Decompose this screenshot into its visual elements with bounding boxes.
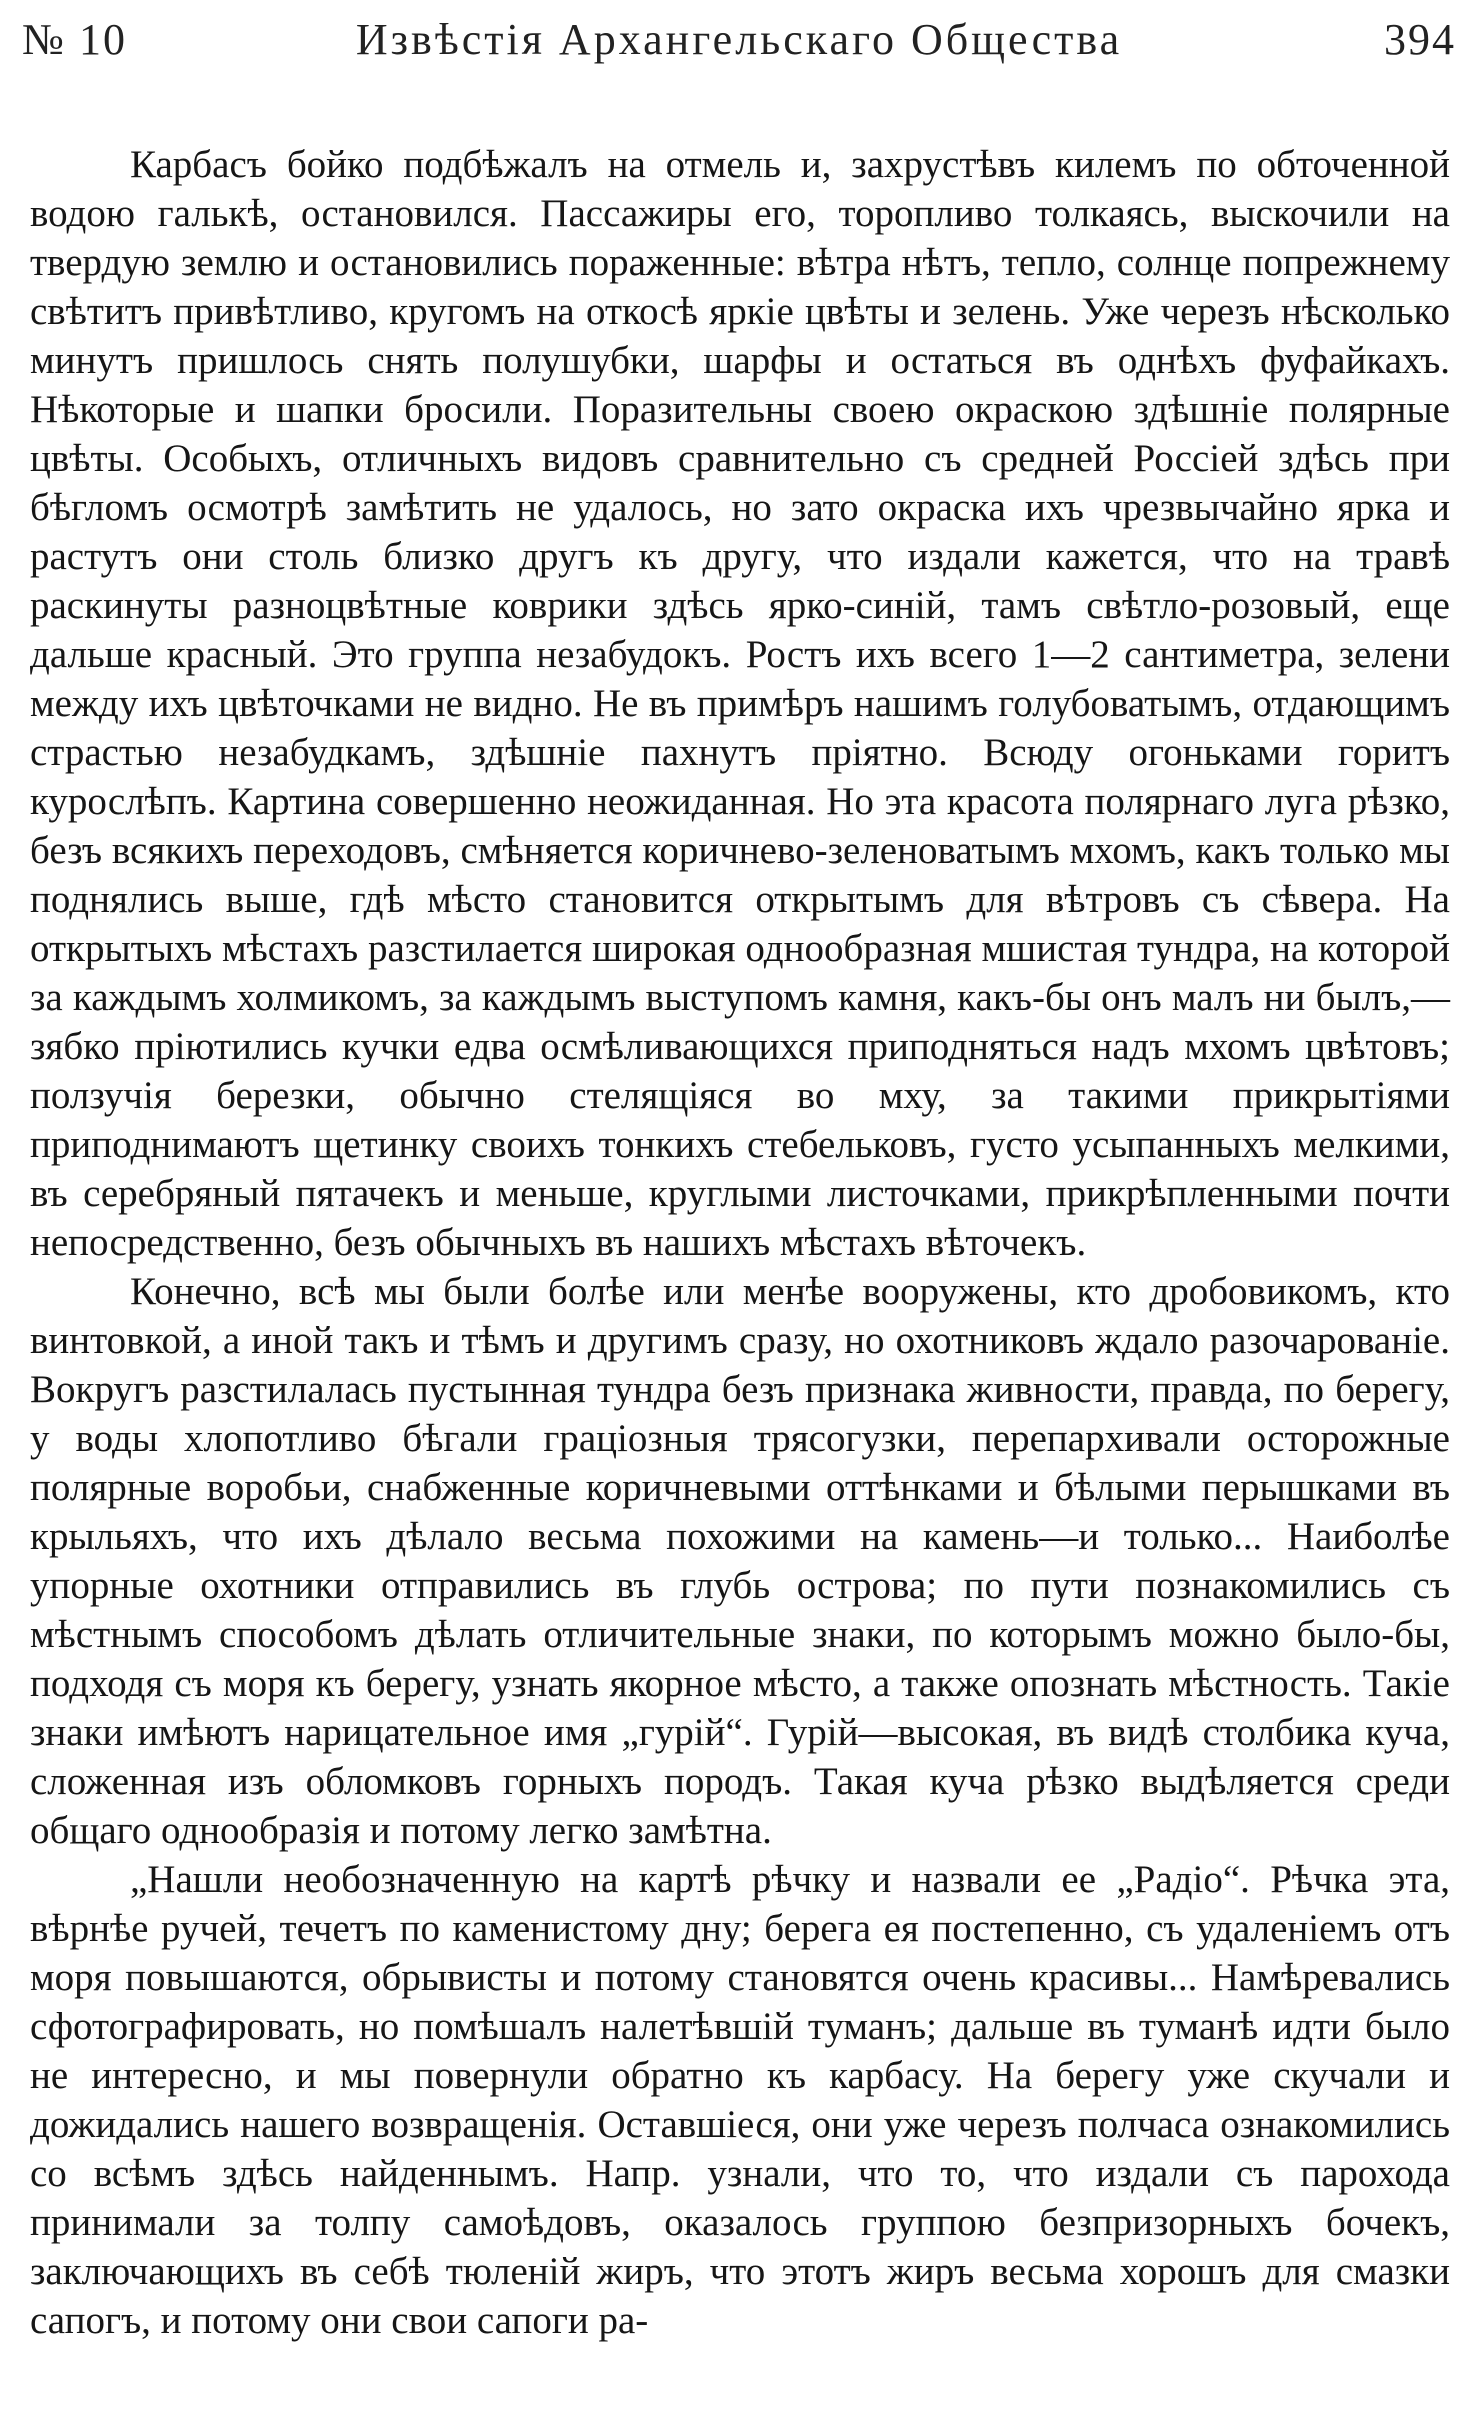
page-number: 394 <box>1384 15 1456 64</box>
paragraph: „Нашли необозначенную на картѣ рѣчку и назвали ее „Радіо“. Рѣчка эта, вѣрнѣе ручей, течетъ по каменистому дну; берега ея постепенно, съ удаленіемъ отъ моря повышаются, обрывисты и потому становятся очень красивы... Намѣревались сфотографировать, но помѣшалъ налетѣвшій туманъ; дальше въ туманѣ идти было не интересно, и мы повернули обратно къ карбасу. На берегу уже скучали и дожидались нашего возвращенія. Оставшіеся, они уже черезъ полчаса ознакомились со всѣмъ здѣсь найденнымъ. Напр. узнали, что то, что издали съ парохода принимали за толпу самоѣдовъ, оказалось группою безпризорныхъ бочекъ, заключающихъ въ себѣ тюленій жиръ, что этотъ жиръ весьма хорошъ для смазки сапогъ, и потому они свои сапоги ра- <box>30 1858 1450 2342</box>
paragraph: Конечно, всѣ мы были болѣе или менѣе вооружены, кто дробовикомъ, кто винтовкой, а иной такъ и тѣмъ и другимъ сразу, но охотниковъ ждало разочарованіе. Вокругъ разстилалась пустынная тундра безъ признака живности, правда, по берегу, у воды хлопотливо бѣгали граціозныя трясогузки, перепархивали осторожные полярные воробьи, снабженные коричневыми оттѣнками и бѣлыми перышками въ крыльяхъ, что ихъ дѣлало весьма похожими на камень—и только... Наиболѣе упорные охотники отправились въ глубь острова; по пути познакомились съ мѣстнымъ способомъ дѣлать отличительные знаки, по которымъ можно было-бы, подходя съ моря къ берегу, узнать якорное мѣсто, а также опознать мѣстность. Такіе знаки имѣютъ нарицательное имя „гурій“. Гурій—высокая, въ видѣ столбика куча, сложенная изъ обломковъ горныхъ породъ. Такая куча рѣзко выдѣляется среди общаго однообразія и потому легко замѣтна. <box>30 1270 1450 1852</box>
running-title: Извѣстія Архангельскаго Общества <box>355 15 1123 64</box>
paragraph: Карбасъ бойко подбѣжалъ на отмель и, захрустѣвъ килемъ по обточенной водою галькѣ, остановился. Пассажиры его, торопливо толкаясь, выскочили на твердую землю и остановились пораженные: вѣтра нѣтъ, тепло, солнце попрежнему свѣтитъ привѣтливо, кругомъ на откосѣ яркіе цвѣты и зелень. Уже черезъ нѣсколько минутъ пришлось снять полушубки, шарфы и остаться въ однѣхъ фуфайкахъ. Нѣкоторые и шапки бросили. Поразительны своею окраскою здѣшніе полярные цвѣты. Особыхъ, отличныхъ видовъ сравнительно съ средней Россіей здѣсь при бѣгломъ осмотрѣ замѣтить не удалось, но зато окраска ихъ чрезвычайно ярка и растутъ они столь близко другъ къ другу, что издали кажется, что на травѣ раскинуты разноцвѣтные коврики здѣсь ярко-синій, тамъ свѣтло-розовый, еще дальше красный. Это группа незабудокъ. Ростъ ихъ всего 1—2 сантиметра, зелени между ихъ цвѣточками не видно. Не въ примѣръ нашимъ голубоватымъ, отдающимъ страстью незабудкамъ, здѣшніе пахнутъ пріятно. Всюду огоньками горитъ курослѣпъ. Картина совершенно неожиданная. Но эта красота полярнаго луга рѣзко, безъ всякихъ переходовъ, смѣняется коричнево-зеленоватымъ мхомъ, какъ только мы поднялись выше, гдѣ мѣсто становится открытымъ для вѣтровъ съ сѣвера. На открытыхъ мѣстахъ разстилается широкая однообразная мшистая тундра, на которой за каждымъ холмикомъ, за каждымъ выступомъ камня, какъ-бы онъ малъ ни былъ,—зябко пріютились кучки едва осмѣливающихся приподняться надъ мхомъ цвѣтовъ; ползучія березки, обычно стелящіяся во мху, за такими прикрытіями приподнимаютъ щетинку своихъ тонкихъ стебельковъ, густо усыпанныхъ мелкими, въ серебряный пятачекъ и меньше, круглыми листочками, прикрѣпленными почти непосредственно, безъ обычныхъ въ нашихъ мѣстахъ вѣточекъ. <box>30 143 1450 1264</box>
issue-number: № 10 <box>22 15 127 64</box>
body-text <box>30 140 1450 2345</box>
page-header <box>22 10 1456 70</box>
